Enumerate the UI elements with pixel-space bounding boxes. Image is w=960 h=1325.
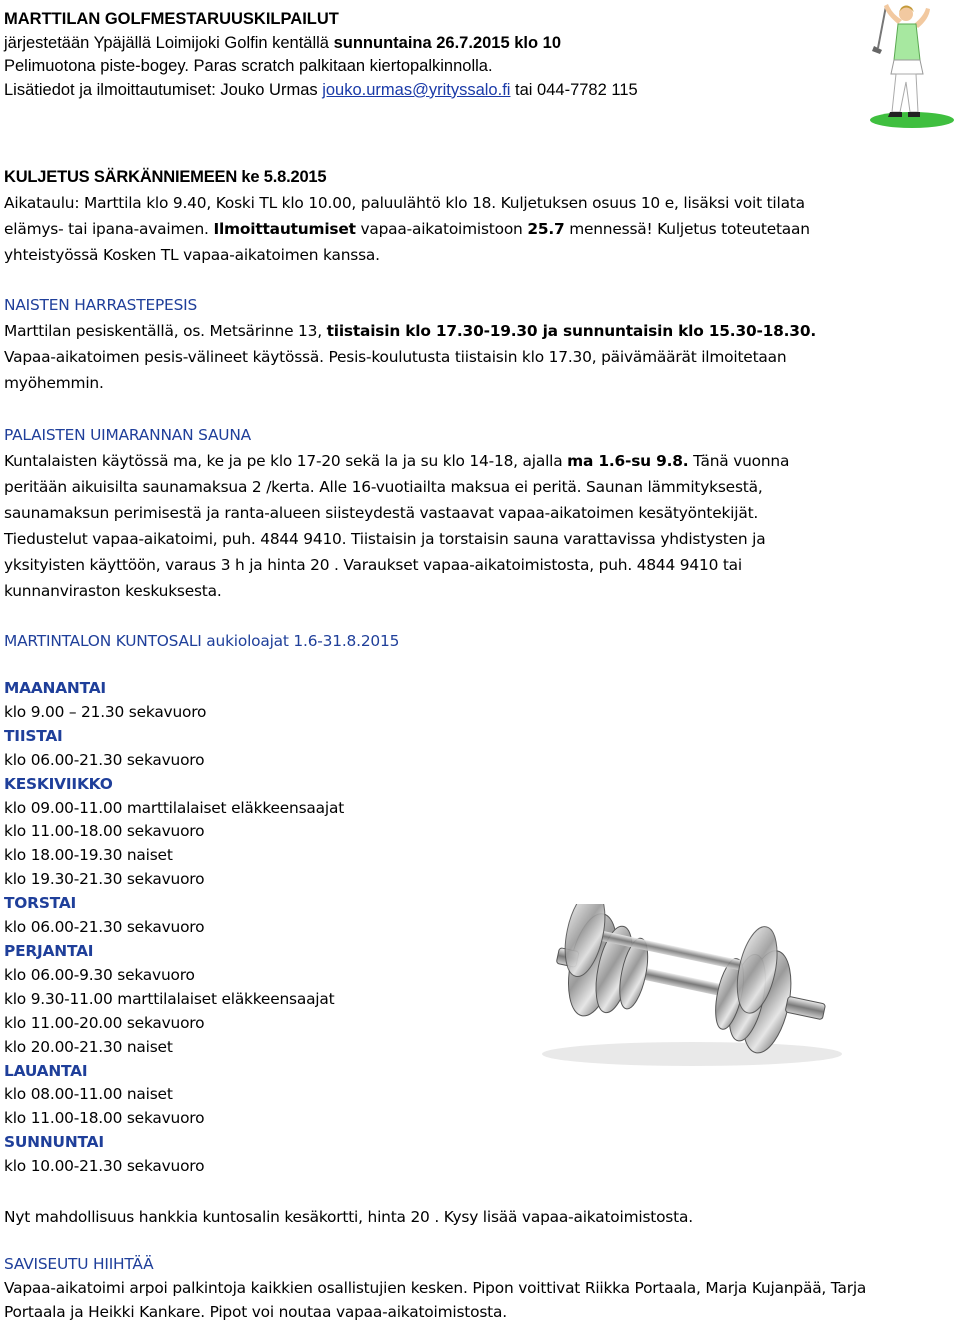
golf-line-contact: Lisätiedot ja ilmoittautumiset: Jouko Urmas jouko.urmas@yrityssalo.fi tai 044-7782 115 — [4, 80, 638, 99]
schedule-slot: klo 11.00-20.00 sekavuoro — [4, 1013, 205, 1032]
kuljetus-line-1: Aikataulu: Marttila klo 9.40, Koski TL klo 10.00, paluulähtö klo 18. Kuljetuksen osuus 10 e, lisäksi voit tilata — [4, 194, 805, 212]
golf-line-format: Pelimuotona piste-bogey. Paras scratch palkitaan kiertopalkinnolla. — [4, 57, 493, 76]
schedule-slot: klo 11.00-18.00 sekavuoro — [4, 822, 205, 841]
golf-title: MARTTILAN GOLFMESTARUUSKILPAILUT — [4, 10, 339, 28]
hiihtaa-line-1: Vapaa-aikatoimi arpoi palkintoja kaikkien osallistujien kesken. Pipon voittivat Riikka Portaala, Marja Kujanpää, Tarja — [4, 1278, 867, 1297]
schedule-slot: klo 06.00-21.30 sekavuoro — [4, 750, 205, 769]
schedule-slot: klo 10.00-21.30 sekavuoro — [4, 1157, 205, 1176]
hiihtaa-title: SAVISEUTU HIIHTÄÄ — [4, 1255, 154, 1273]
pesis-line-1: Marttilan pesiskentällä, os. Metsärinne 13, tiistaisin klo 17.30-19.30 ja sunnuntaisin klo 15.30-18.30. — [4, 322, 816, 340]
day-heading: TORSTAI — [4, 894, 77, 913]
kuntosali-title: MARTINTALON KUNTOSALI aukioloajat 1.6-31.8.2015 — [4, 632, 400, 650]
sauna-section — [4, 422, 952, 604]
day-heading: PERJANTAI — [4, 941, 94, 960]
golf-section — [4, 8, 952, 102]
golfer-illustration — [868, 2, 956, 130]
golf-line-date: järjestetään Ypäjällä Loimijoki Golfin kentällä sunnuntaina 26.7.2015 klo 10 — [4, 33, 562, 52]
schedule-slot: klo 08.00-11.00 naiset — [4, 1085, 173, 1104]
email-link[interactable]: jouko.urmas@yrityssalo.fi — [322, 80, 511, 99]
day-heading: KESKIVIIKKO — [4, 774, 113, 793]
schedule-slot: klo 19.30-21.30 sekavuoro — [4, 870, 205, 889]
schedule-slot: klo 9.00 – 21.30 sekavuoro — [4, 702, 207, 721]
kuntosali-heading — [4, 628, 952, 654]
day-heading: TIISTAI — [4, 726, 63, 745]
schedule-slot: klo 06.00-9.30 sekavuoro — [4, 965, 195, 984]
hiihtaa-section — [4, 1253, 952, 1325]
sauna-title: PALAISTEN UIMARANNAN SAUNA — [4, 426, 251, 444]
pesis-line-2: Vapaa-aikatoimen pesis-välineet käytössä. Pesis-koulutusta tiistaisin klo 17.30, päivämäärät ilmoitetaan — [4, 348, 787, 366]
hiihtaa-line-2: Portaala ja Heikki Kankare. Pipot voi noutaa vapaa-aikatoimistosta. — [4, 1302, 507, 1321]
day-heading: LAUANTAI — [4, 1061, 88, 1080]
kuljetus-title: KULJETUS SÄRKÄNNIEMEEN ke 5.8.2015 — [4, 168, 327, 186]
schedule-slot: klo 06.00-21.30 sekavuoro — [4, 918, 205, 937]
day-heading: SUNNUNTAI — [4, 1133, 104, 1152]
schedule-slot: klo 20.00-21.30 naiset — [4, 1037, 173, 1056]
sauna-line-5: yksityisten käyttöön, varaus 3 h ja hinta 20 . Varaukset vapaa-aikatoimistosta, puh. 4844 9410 tai — [4, 556, 742, 574]
sauna-line-4: Tiedustelut vapaa-aikatoimi, puh. 4844 9410. Tiistaisin ja torstaisin sauna varattavissa yhdistysten ja — [4, 530, 766, 548]
day-heading: MAANANTAI — [4, 679, 106, 697]
dumbbell-photo — [532, 904, 850, 1072]
schedule-slot: klo 09.00-11.00 marttilalaiset eläkkeensaajat — [4, 798, 345, 817]
kuntosali-footer: Nyt mahdollisuus hankkia kuntosalin kesäkortti, hinta 20 . Kysy lisää vapaa-aikatoimistosta. — [4, 1208, 693, 1226]
sauna-line-1: Kuntalaisten käytössä ma, ke ja pe klo 17-20 sekä la ja su klo 14-18, ajalla ma 1.6-su 9.8. Tänä vuonna — [4, 452, 790, 470]
schedule-slot: klo 18.00-19.30 naiset — [4, 846, 173, 865]
kuljetus-section — [4, 164, 952, 268]
kuljetus-line-3: yhteistyössä Kosken TL vapaa-aikatoimen kanssa. — [4, 246, 380, 264]
pesis-section — [4, 292, 952, 396]
sauna-line-2: peritään aikuisilta saunamaksua 2 /kerta. Alle 16-vuotiailta maksua ei peritä. Saunan lämmityksestä, — [4, 478, 763, 496]
pesis-title: NAISTEN HARRASTEPESIS — [4, 296, 198, 314]
kuntosali-footer-block — [4, 1204, 952, 1230]
schedule-slot: klo 11.00-18.00 sekavuoro — [4, 1109, 205, 1128]
kuljetus-line-2: elämys- tai ipana-avaimen. Ilmoittautumiset vapaa-aikatoimistoon 25.7 mennessä! Kuljetus toteutetaan — [4, 220, 810, 238]
sauna-line-3: saunamaksun perimisestä ja ranta-alueen siisteydestä vastaavat vapaa-aikatoimen kesätyöntekijät. — [4, 504, 759, 522]
pesis-line-3: myöhemmin. — [4, 374, 104, 392]
sauna-line-6: kunnanviraston keskuksesta. — [4, 582, 222, 600]
schedule-slot: klo 9.30-11.00 marttilalaiset eläkkeensaajat — [4, 989, 335, 1008]
